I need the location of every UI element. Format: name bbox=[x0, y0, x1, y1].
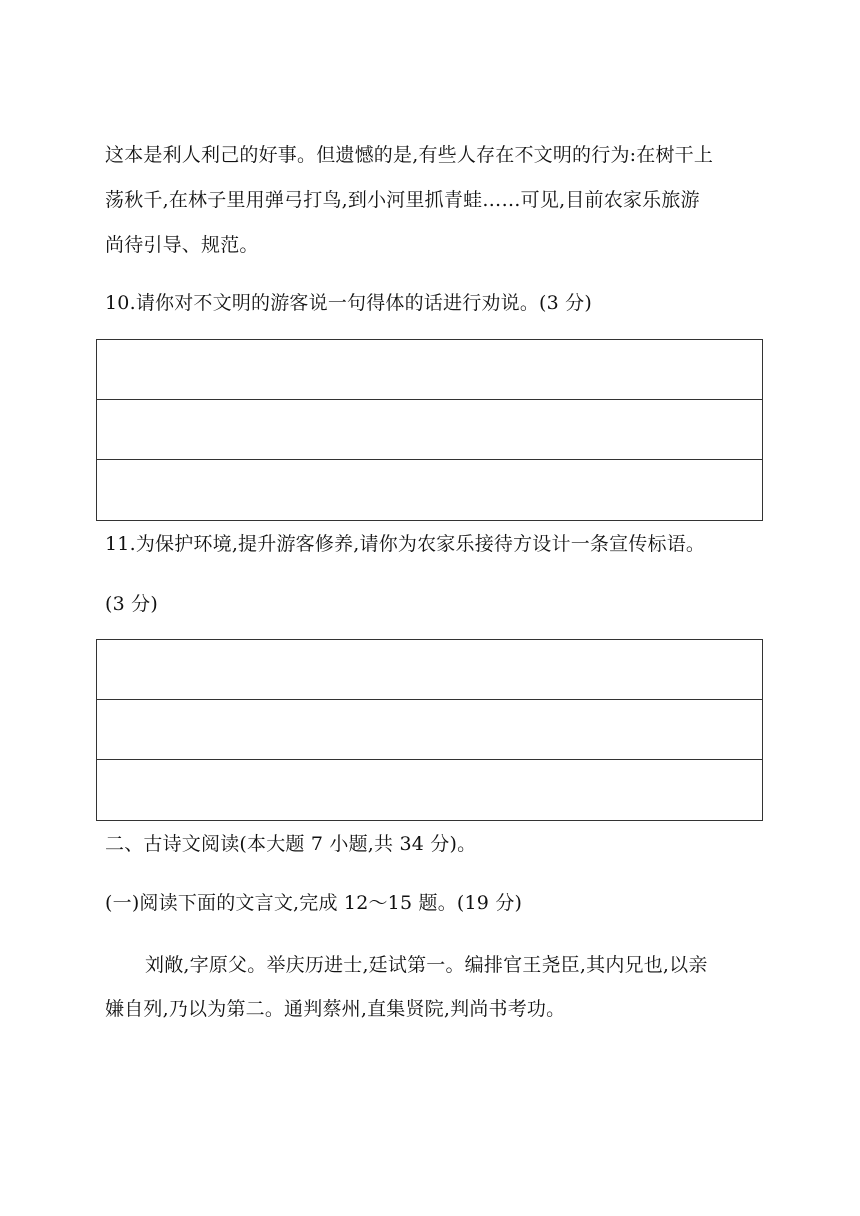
passage-line-1: 这本是利人利己的好事。但遗憾的是,有些人存在不文明的行为:在树干上 bbox=[105, 144, 714, 166]
answer-line[interactable] bbox=[97, 400, 762, 460]
answer-line[interactable] bbox=[97, 340, 762, 400]
classical-text-line-1: 刘敞,字原父。举庆历进士,廷试第一。编排官王尧臣,其内兄也,以亲 bbox=[145, 954, 708, 976]
question-10: 10.请你对不文明的游客说一句得体的话进行劝说。(3 分) bbox=[105, 292, 592, 314]
answer-line[interactable] bbox=[97, 700, 762, 760]
answer-line[interactable] bbox=[97, 760, 762, 820]
answer-line[interactable] bbox=[97, 640, 762, 700]
passage-line-3: 尚待引导、规范。 bbox=[105, 234, 259, 256]
answer-line[interactable] bbox=[97, 460, 762, 520]
sub-section-heading: (一)阅读下面的文言文,完成 12～15 题。(19 分) bbox=[105, 892, 523, 914]
passage-line-2: 荡秋千,在林子里用弹弓打鸟,到小河里抓青蛙……可见,目前农家乐旅游 bbox=[105, 189, 700, 211]
question-11: 11.为保护环境,提升游客修养,请你为农家乐接待方设计一条宣传标语。 bbox=[105, 533, 706, 555]
answer-box-q10 bbox=[96, 339, 763, 521]
classical-text-line-2: 嫌自列,乃以为第二。通判蔡州,直集贤院,判尚书考功。 bbox=[105, 998, 566, 1020]
answer-box-q11 bbox=[96, 639, 763, 821]
question-11-score: (3 分) bbox=[105, 593, 158, 615]
section-heading: 二、古诗文阅读(本大题 7 小题,共 34 分)。 bbox=[105, 833, 477, 855]
